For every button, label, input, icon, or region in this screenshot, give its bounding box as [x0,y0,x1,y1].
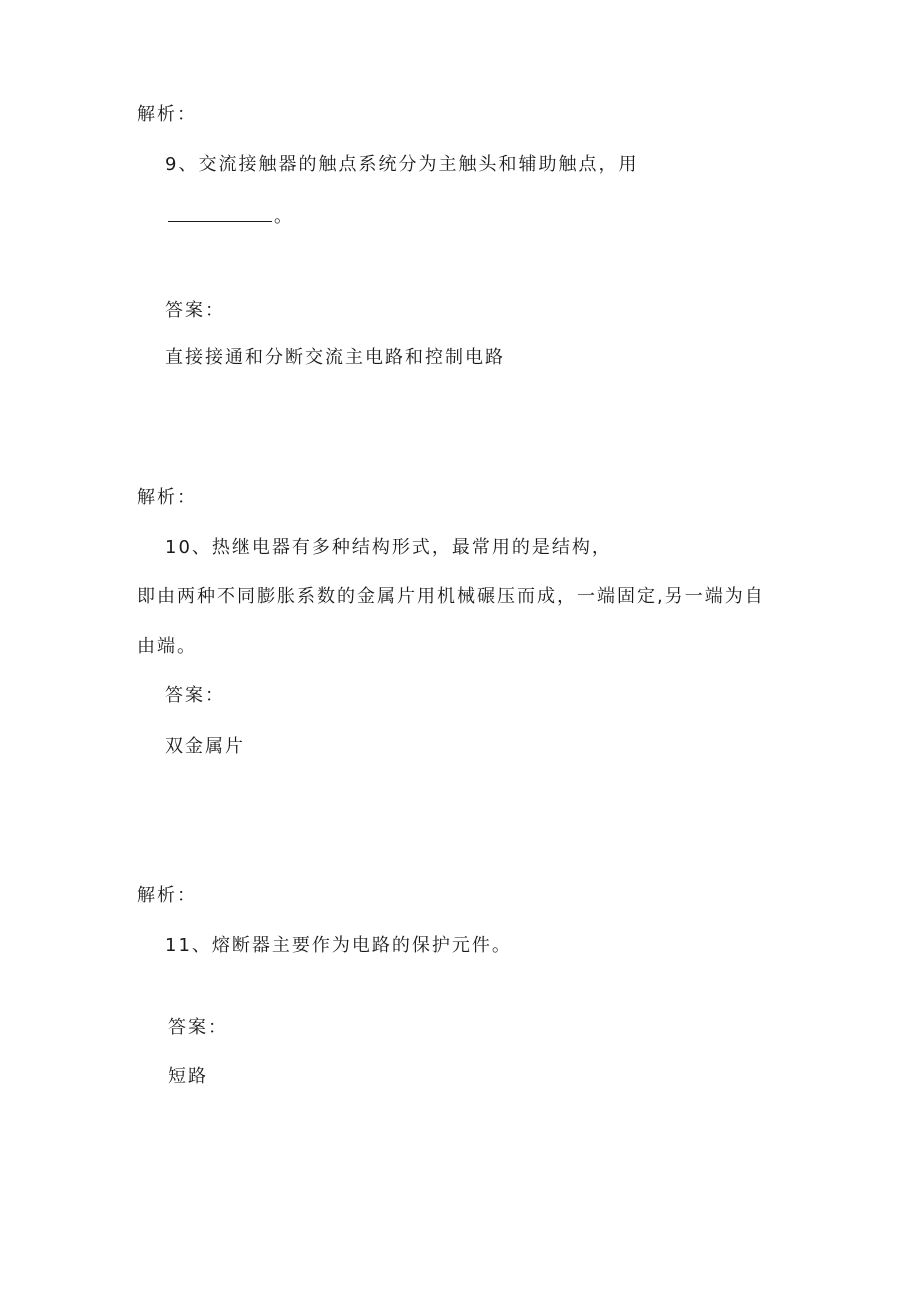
answer-blank [168,205,272,222]
analysis-label: 解析： [137,487,197,508]
question-10-text-line1: 10、热继电器有多种结构形式，最常用的是结构， [165,537,612,558]
blank-suffix: 。 [274,206,294,227]
analysis-label: 解析： [137,885,197,906]
answer-label: 答案： [168,1017,228,1038]
question-9-blank-line [168,205,294,229]
question-10-text-line3: 由端。 [137,636,197,657]
answer-10-text: 双金属片 [165,736,245,757]
question-11-text: 11、熔断器主要作为电路的保护元件。 [165,935,512,956]
question-9-text: 9、交流接触器的触点系统分为主触头和辅助触点，用 [165,154,639,175]
question-10-text-line2: 即由两种不同膨胀系数的金属片用机械碾压而成，一端固定,另一端为自 [137,586,765,607]
answer-label: 答案： [165,300,225,321]
answer-11-text: 短路 [168,1066,208,1087]
analysis-label: 解析： [137,104,197,125]
answer-9-text: 直接接通和分断交流主电路和控制电路 [165,347,505,368]
answer-label: 答案： [165,685,225,706]
